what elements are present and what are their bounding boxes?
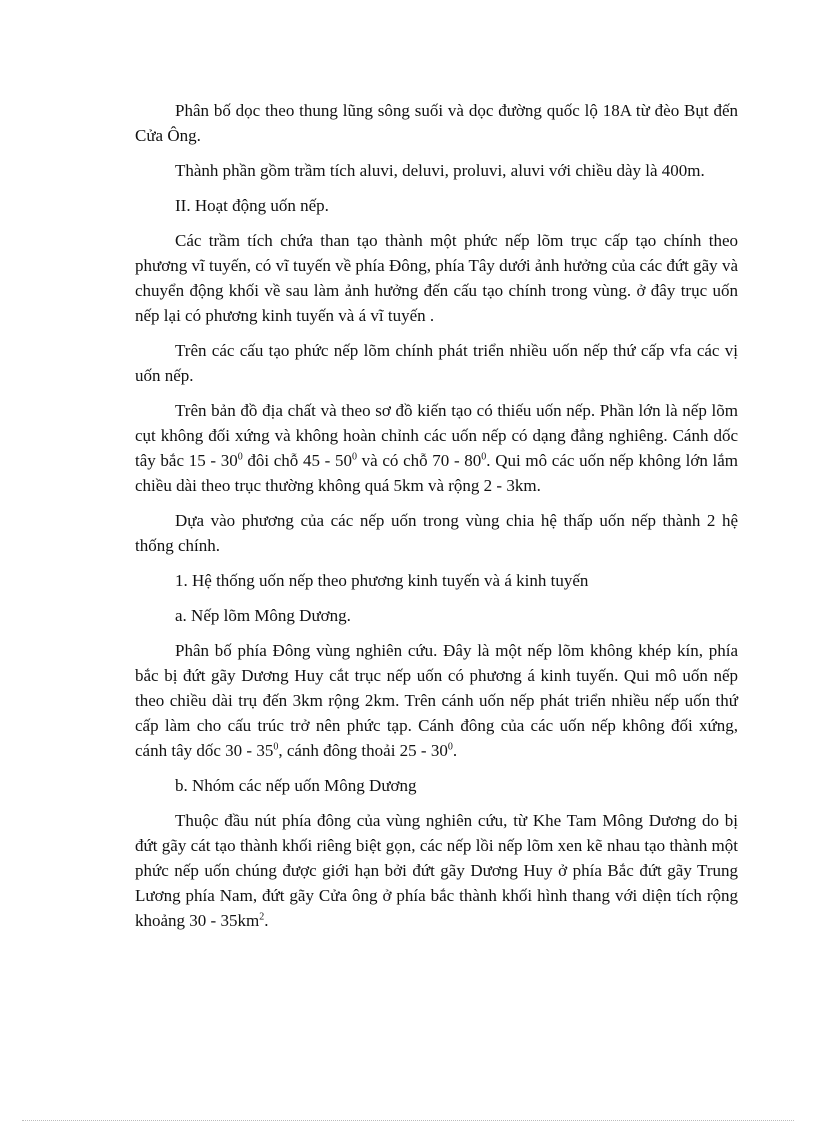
text-run: . <box>264 911 269 930</box>
degree-sup: 0 <box>273 741 279 753</box>
heading-mong-duong-syncline: a. Nếp lõm Mông Dương. <box>175 606 351 625</box>
paragraph-distribution: Phân bố dọc theo thung lũng sông suối và dọc đường quốc lộ 18A từ đèo Bụt đến Cửa Ông. <box>135 101 738 145</box>
degree-sup: 0 <box>447 741 453 753</box>
heading-meridian-system: 1. Hệ thống uốn nếp theo phương kinh tuyến và á kinh tuyến <box>175 571 589 590</box>
page-bottom-rule <box>22 1120 794 1121</box>
heading-mong-duong-fold-group: b. Nhóm các nếp uốn Mông Dương <box>175 776 417 795</box>
text-run: Trên bản đồ địa chất và theo sơ đồ kiến tạo có thiếu uốn nếp. Phần lớn là nếp lõm cụt không đối xứng và không hoàn chỉnh các uốn nếp có dạng đẳng nghiêng. Cánh dốc tây bắc 15 - 30 <box>135 401 738 470</box>
degree-sup: 0 <box>481 451 487 463</box>
section-heading-folding: II. Hoạt động uốn nếp. <box>175 196 329 215</box>
text-run: Thuộc đầu nút phía đông của vùng nghiên cứu, từ Khe Tam Mông Dương do bị đứt gãy cát tạo thành khối riêng biệt gọn, các nếp lồi nếp lõm xen kẽ nhau tạo thành một phức nếp uốn chúng được giới hạn bởi đứt gãy Dương Huy ở phía Bắc đứt gãy Trung Lương phía Nam, đứt gãy Cửa ông ở phía bắc thành khối hình thang với diện tích rộng khoảng 30 - 35km <box>135 811 738 930</box>
paragraph-syncline-description <box>135 638 738 763</box>
text-run: . <box>452 741 458 760</box>
text-run: Phân bố phía Đông vùng nghiên cứu. Đây là một nếp lõm không khép kín, phía bắc bị đứt gãy Dương Huy cắt trục nếp uốn có phương á kinh tuyến. Qui mô uốn nếp theo chiều dài trụ đến 3km rộng 2km. Trên cánh uốn nếp phát triển nhiều nếp uốn thứ cấp làm cho cấu trúc trở nên phức tạp. Cánh đông của các uốn nếp không đối xứng, cánh tây dốc 30 - 35 <box>135 641 738 760</box>
degree-sup: 0 <box>237 451 243 463</box>
paragraph-fold-systems: Dựa vào phương của các nếp uốn trong vùng chia hệ thấp uốn nếp thành 2 hệ thống chính. <box>135 511 738 555</box>
text-run: , cánh đông thoải 25 - 30 <box>278 741 448 760</box>
paragraph-secondary-folds: Trên các cấu tạo phức nếp lõm chính phát triển nhiều uốn nếp thứ cấp vfa các vị uốn nếp. <box>135 341 738 385</box>
degree-sup: 0 <box>351 451 357 463</box>
paragraph-composition: Thành phần gồm trầm tích aluvi, deluvi, proluvi, aluvi với chiều dày là 400m. <box>175 161 705 180</box>
paragraph-fold-group-description <box>135 808 738 933</box>
paragraph-geologic-map <box>135 398 738 498</box>
text-run: . Qui mô các uốn nếp không lớn lắm chiều dài theo trục thường không quá 5km và rộng 2 - 3km. <box>135 451 738 495</box>
document-page <box>135 98 738 933</box>
text-run: và có chỗ 70 - 80 <box>356 451 482 470</box>
area-unit-sup: 2 <box>259 911 265 923</box>
paragraph-coal-sediments: Các trầm tích chứa than tạo thành một phức nếp lõm trục cấp tạo chính theo phương vĩ tuyến, có vĩ tuyến về phía Đông, phía Tây dưới ảnh hưởng của các đứt gãy và chuyển động khối về sau làm ảnh hưởng đến cấu tạo chính trong vùng. ở đây trục uốn nếp lại có phương kinh tuyến và á vĩ tuyến . <box>135 231 738 325</box>
text-run: đôi chỗ 45 - 50 <box>242 451 352 470</box>
